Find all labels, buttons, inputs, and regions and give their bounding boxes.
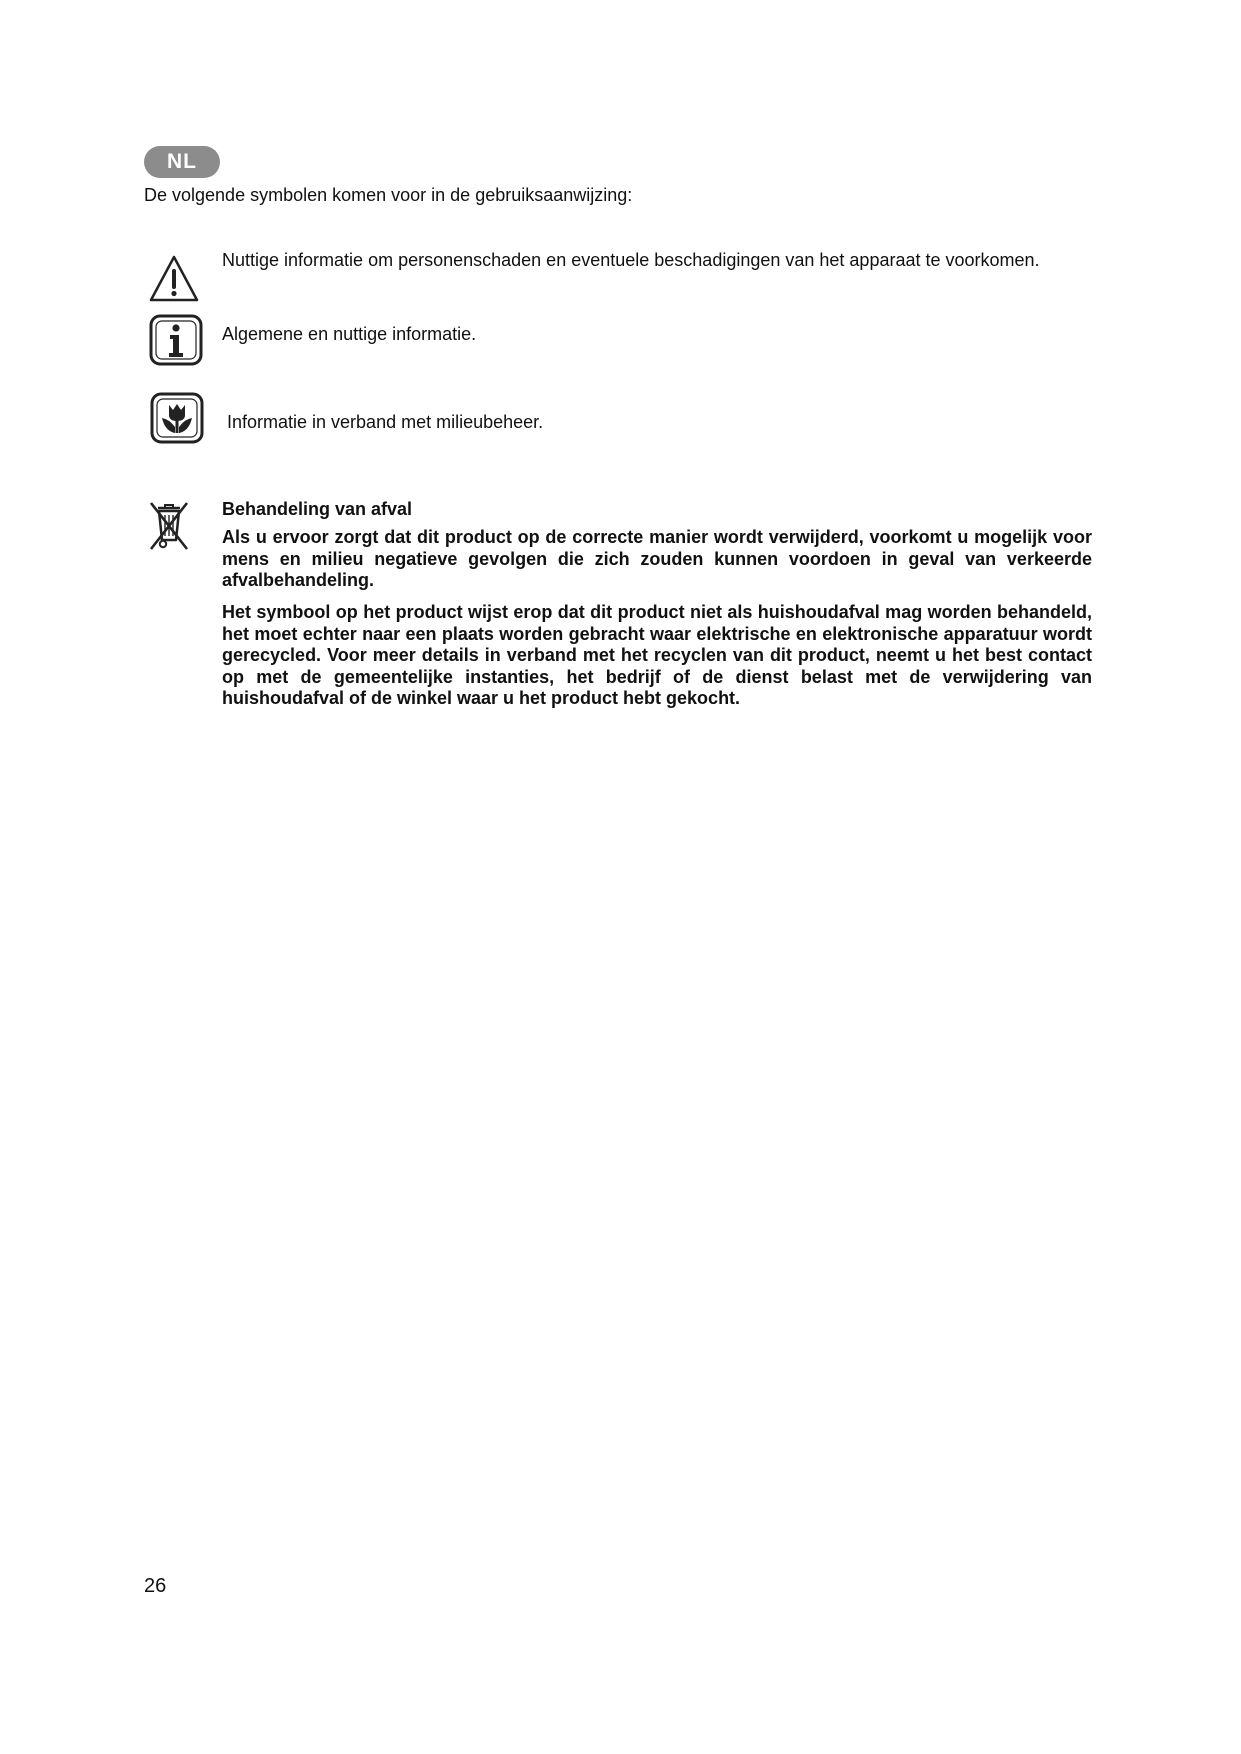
waste-paragraph-2: Het symbool op het product wijst erop dat dit product niet als huishoudafval mag worden behandeld, het moet echter naar een plaats worden gebracht waar elektrische en elektronische apparatuur wordt gerecycled. Voor meer details in verband met het recyclen van dit product, neemt u het best contact op met de gemeentelijke instanties, het bedrijf of de dienst belast met de verwijdering van huishoudafval of de winkel waar u het product hebt gekocht. [222,602,1092,708]
intro-text: De volgende symbolen komen voor in de gebruiksaanwijzing: [144,185,633,205]
waste-paragraph-1: Als u ervoor zorgt dat dit product op de correcte manier wordt verwijderd, voorkomt u mogelijk voor mens en milieu negatieve gevolgen die zich zouden kunnen voordoen in geval van verkeerde afvalbehandeling. [222,527,1092,590]
warning-triangle-icon [148,254,200,304]
symbol-text-environment: Informatie in verband met milieubeheer. [227,412,544,432]
symbol-text-info: Algemene en nuttige informatie. [222,324,477,344]
language-badge: NL [144,146,220,178]
page-number: 26 [144,1575,167,1597]
environment-flower-icon [149,391,205,445]
info-icon [148,313,204,367]
waste-title: Behandeling van afval [222,499,413,519]
symbol-text-warning: Nuttige informatie om personenschaden en eventuele beschadigingen van het apparaat te voorkomen. [222,250,1040,270]
crossed-out-bin-icon [148,500,190,552]
